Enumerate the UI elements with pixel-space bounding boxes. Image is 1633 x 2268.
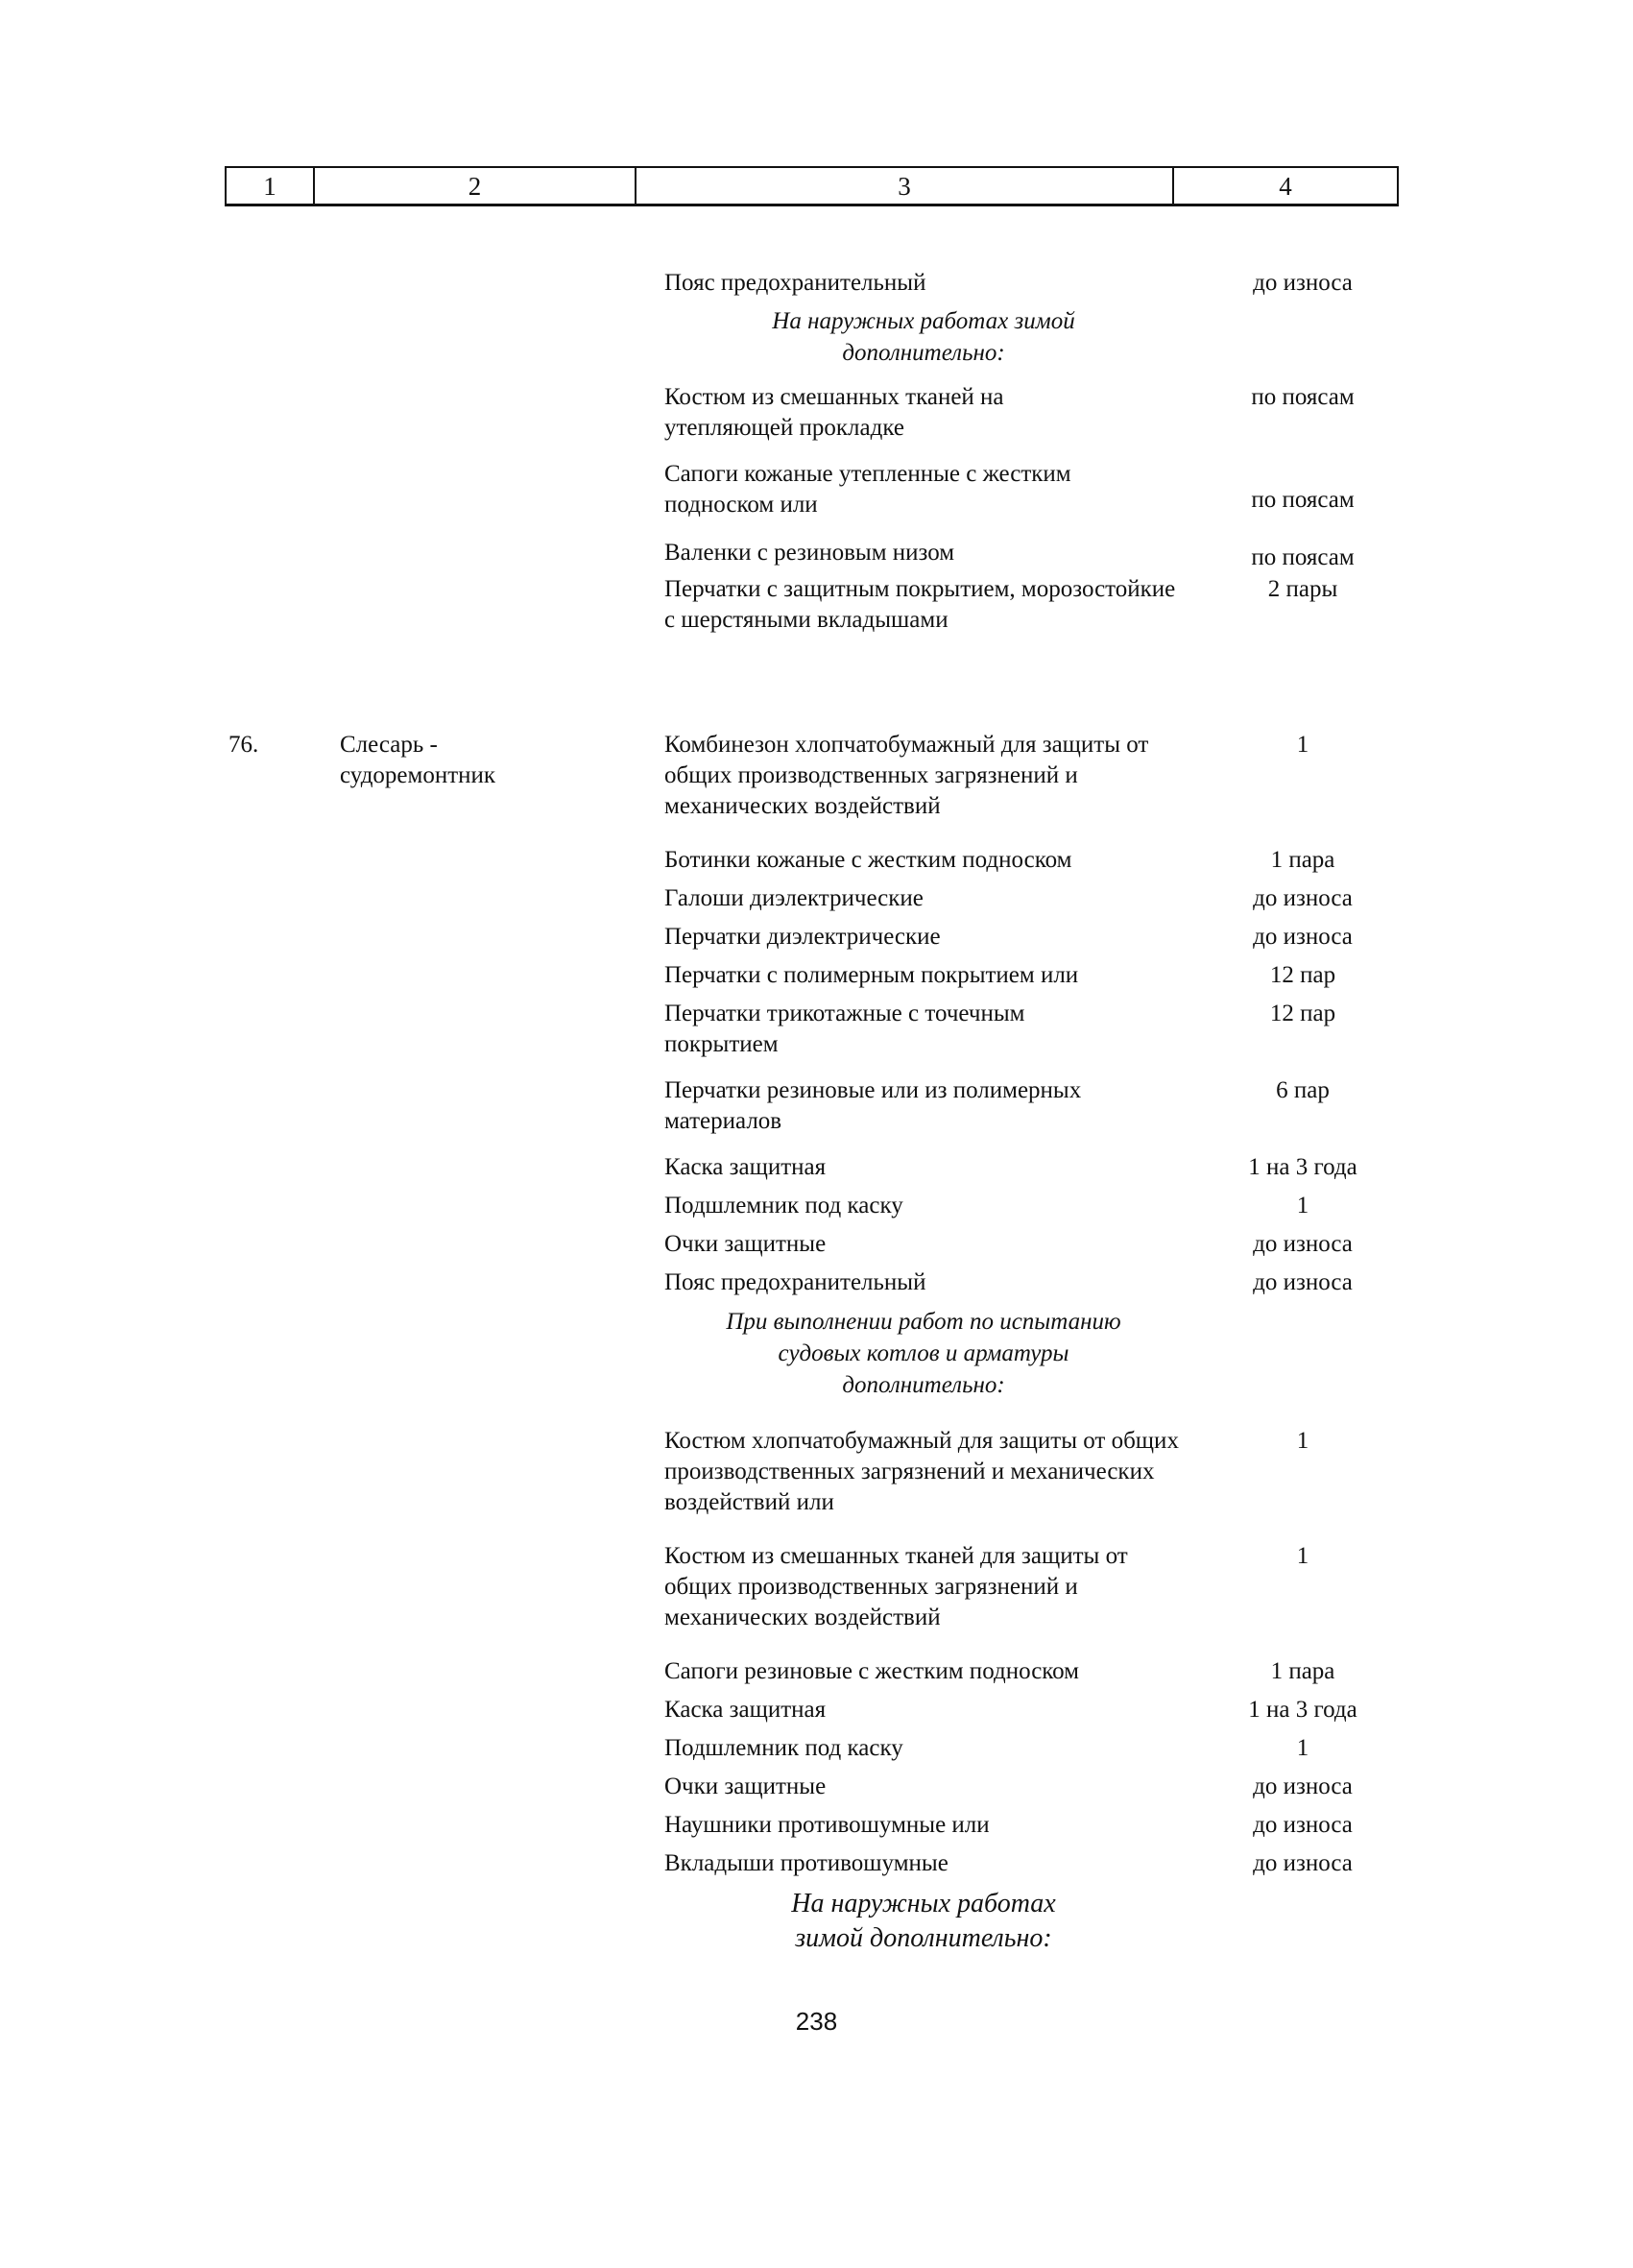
item-text: Перчатки резиновые или из полимерных материалов xyxy=(664,1077,1082,1134)
item-qty: 1 xyxy=(1296,1543,1309,1569)
item-qty: 1 на 3 года xyxy=(1248,1697,1357,1723)
header-cell-2: 2 xyxy=(315,168,636,204)
section-note: На наружных работах зимой дополнительно: xyxy=(791,1889,1056,1953)
item-qty: по поясам xyxy=(1251,384,1355,410)
item-text: Наушники противошумные или xyxy=(664,1812,990,1838)
item-qty: 1 пара xyxy=(1270,1658,1335,1684)
item-text: Очки защитные xyxy=(664,1231,827,1257)
column-header-table xyxy=(225,166,1399,206)
page-number: 238 xyxy=(795,2007,838,2036)
item-qty: до износа xyxy=(1253,885,1353,911)
entry-number: 76. xyxy=(228,732,259,758)
item-qty: до износа xyxy=(1253,1773,1353,1799)
header-cell-3: 3 xyxy=(636,168,1174,204)
item-text: Каска защитная xyxy=(664,1697,827,1723)
section-note: На наружных работах зимой дополнительно: xyxy=(772,308,1075,366)
item-qty: 12 пар xyxy=(1269,1001,1336,1026)
item-qty: до износа xyxy=(1253,1231,1353,1257)
item-qty: 1 xyxy=(1296,1735,1309,1761)
item-text: Перчатки трикотажные с точечным покрытием xyxy=(664,1001,1025,1057)
item-text: Ботинки кожаные с жестким подноском xyxy=(664,847,1072,873)
profession-name: Слесарь - судоремонтник xyxy=(340,732,496,788)
item-text: Очки защитные xyxy=(664,1773,827,1799)
item-text: Перчатки с полимерным покрытием или xyxy=(664,962,1079,988)
header-cell-4: 4 xyxy=(1279,172,1292,201)
item-text: Галоши диэлектрические xyxy=(664,885,924,911)
item-qty: до износа xyxy=(1253,1269,1353,1295)
item-qty: по поясам xyxy=(1251,487,1355,513)
item-qty: 1 xyxy=(1296,1428,1309,1454)
item-qty: до износа xyxy=(1253,1812,1353,1838)
item-qty: 2 пары xyxy=(1267,576,1338,602)
item-text: Вкладыши противошумные xyxy=(664,1850,949,1876)
item-qty: по поясам xyxy=(1251,544,1355,570)
section-note: При выполнении работ по испытанию судовых котлов и арматуры дополнительно: xyxy=(726,1309,1121,1398)
item-text: Сапоги кожаные утепленные с жестким подноском или xyxy=(664,461,1071,518)
item-text: Комбинезон хлопчатобумажный для защиты от общих производственных загрязнений и механических воздействий xyxy=(664,732,1149,819)
header-cell-1: 1 xyxy=(227,168,315,204)
item-text: Пояс предохранительный xyxy=(664,270,926,296)
item-qty: 1 xyxy=(1296,1193,1309,1218)
item-qty: до износа xyxy=(1253,924,1353,950)
item-qty: 1 xyxy=(1296,732,1309,758)
item-text: Костюм из смешанных тканей для защиты от общих производственных загрязнений и механических воздействий xyxy=(664,1543,1128,1630)
item-text: Пояс предохранительный xyxy=(664,1269,926,1295)
item-text: Каска защитная xyxy=(664,1154,827,1180)
item-text: Подшлемник под каску xyxy=(664,1735,903,1761)
item-qty: 1 на 3 года xyxy=(1248,1154,1357,1180)
item-text: Костюм хлопчатобумажный для защиты от общих производственных загрязнений и механических воздействий или xyxy=(664,1428,1179,1515)
item-text: Сапоги резиновые с жестким подноском xyxy=(664,1658,1080,1684)
item-text: Перчатки диэлектрические xyxy=(664,924,941,950)
item-qty: 12 пар xyxy=(1269,962,1336,988)
item-text: Перчатки с защитным покрытием, морозостойкие с шерстяными вкладышами xyxy=(664,576,1176,633)
item-qty: 6 пар xyxy=(1276,1077,1330,1103)
item-qty: до износа xyxy=(1253,1850,1353,1876)
item-text: Подшлемник под каску xyxy=(664,1193,903,1218)
item-qty: до износа xyxy=(1253,270,1353,296)
item-qty: 1 пара xyxy=(1270,847,1335,873)
item-text: Валенки с резиновым низом xyxy=(664,540,955,566)
item-text: Костюм из смешанных тканей на утепляющей прокладке xyxy=(664,384,1004,441)
